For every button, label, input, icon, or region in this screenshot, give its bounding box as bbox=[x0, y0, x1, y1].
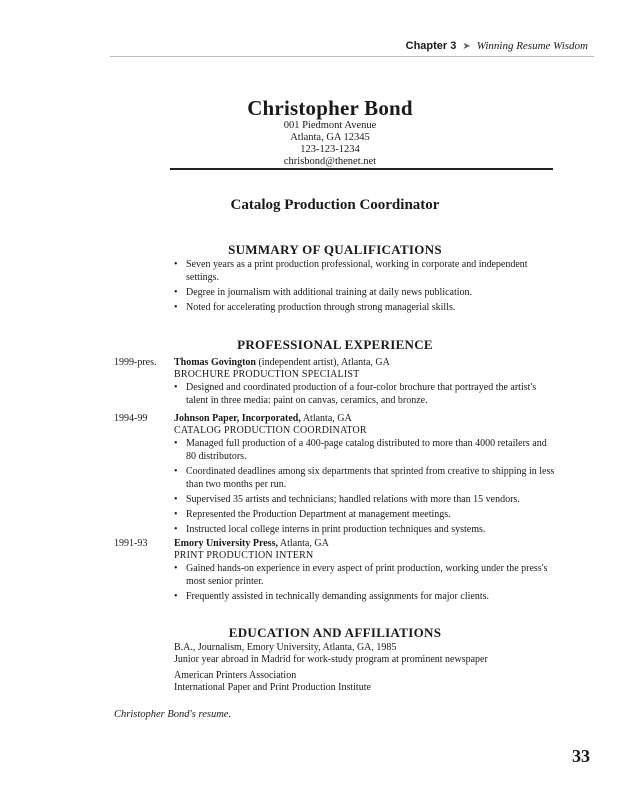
figure-caption: Christopher Bond's resume. bbox=[114, 709, 232, 720]
job-role: PRINT PRODUCTION INTERN bbox=[174, 550, 314, 561]
list-item: • Designed and coordinated production of a four-color brochure that portrayed the artist's talent in three media: paint on canvas, ceramics, and bronze. bbox=[174, 381, 556, 407]
experience-heading: PROFESSIONAL EXPERIENCE bbox=[237, 337, 433, 352]
page-number: 33 bbox=[572, 746, 590, 766]
affiliations bbox=[174, 670, 574, 694]
job-role: BROCHURE PRODUCTION SPECIALIST bbox=[174, 369, 360, 380]
list-item: • Represented the Production Department at management meetings. bbox=[174, 508, 556, 521]
list-item: • Instructed local college interns in print production techniques and systems. bbox=[174, 523, 556, 536]
affiliation-line: American Printers Association bbox=[174, 670, 297, 681]
education-line: B.A., Journalism, Emory University, Atlanta, GA, 1985 bbox=[174, 642, 397, 653]
job-dates: 1991-93 bbox=[114, 538, 148, 549]
contact-city: Atlanta, GA 12345 bbox=[290, 132, 370, 143]
job-dates: 1999-pres. bbox=[114, 357, 157, 368]
resume-name: Christopher Bond bbox=[247, 96, 413, 120]
contact-phone: 123-123-1234 bbox=[300, 144, 360, 155]
employer-detail: Atlanta, GA bbox=[277, 538, 329, 549]
arrow-icon: ➤ bbox=[462, 41, 471, 52]
list-item: • Supervised 35 artists and technicians; handled relations with more than 15 vendors. bbox=[174, 493, 556, 506]
affiliation-line: International Paper and Print Production Institute bbox=[174, 682, 371, 693]
list-item: • Frequently assisted in technically demanding assignments for major clients. bbox=[174, 590, 556, 603]
job-objective: Catalog Production Coordinator bbox=[230, 197, 440, 213]
job-bullets bbox=[174, 437, 556, 536]
job-employer bbox=[174, 356, 556, 369]
employer-detail: Atlanta, GA bbox=[300, 413, 352, 424]
chapter-title: Winning Resume Wisdom bbox=[476, 40, 588, 52]
job-bullets bbox=[174, 381, 556, 407]
contact-address: 001 Piedmont Avenue bbox=[283, 120, 377, 131]
chapter-label: Chapter 3 bbox=[405, 40, 457, 52]
list-item: • Managed full production of a 400-page catalog distributed to more than 4000 retailers and 80 distributors. bbox=[174, 437, 556, 463]
employer-name: Thomas Govington bbox=[174, 357, 256, 368]
contact-divider bbox=[170, 168, 553, 170]
list-item: • Gained hands-on experience in every aspect of print production, working under the press's most senior printer. bbox=[174, 562, 556, 588]
job-employer bbox=[174, 412, 556, 425]
education-degree bbox=[174, 642, 574, 666]
header-divider bbox=[110, 56, 594, 57]
employer-name: Johnson Paper, Incorporated, bbox=[174, 413, 301, 424]
job-role: CATALOG PRODUCTION COORDINATOR bbox=[174, 425, 367, 436]
summary-heading: SUMMARY OF QUALIFICATIONS bbox=[228, 242, 442, 257]
list-item: • Coordinated deadlines among six departments that sprinted from creative to shipping in less than two months per run. bbox=[174, 465, 556, 491]
list-item: • Noted for accelerating production through strong managerial skills. bbox=[174, 301, 554, 314]
job-bullets bbox=[174, 562, 556, 603]
employer-name: Emory University Press, bbox=[174, 538, 278, 549]
contact-block bbox=[0, 120, 624, 168]
job-dates: 1994-99 bbox=[114, 413, 148, 424]
running-head bbox=[406, 40, 588, 52]
contact-email: chrisbond@thenet.net bbox=[283, 156, 377, 167]
employer-detail: (independent artist), Atlanta, GA bbox=[255, 357, 390, 368]
list-item: • Seven years as a print production professional, working in corporate and independent settings. bbox=[174, 258, 554, 284]
education-heading: EDUCATION AND AFFILIATIONS bbox=[228, 625, 442, 640]
education-line: Junior year abroad in Madrid for work-study program at prominent newspaper bbox=[174, 654, 488, 665]
list-item: • Degree in journalism with additional training at daily news publication. bbox=[174, 286, 554, 299]
job-employer bbox=[174, 537, 556, 550]
summary-list bbox=[174, 258, 554, 316]
